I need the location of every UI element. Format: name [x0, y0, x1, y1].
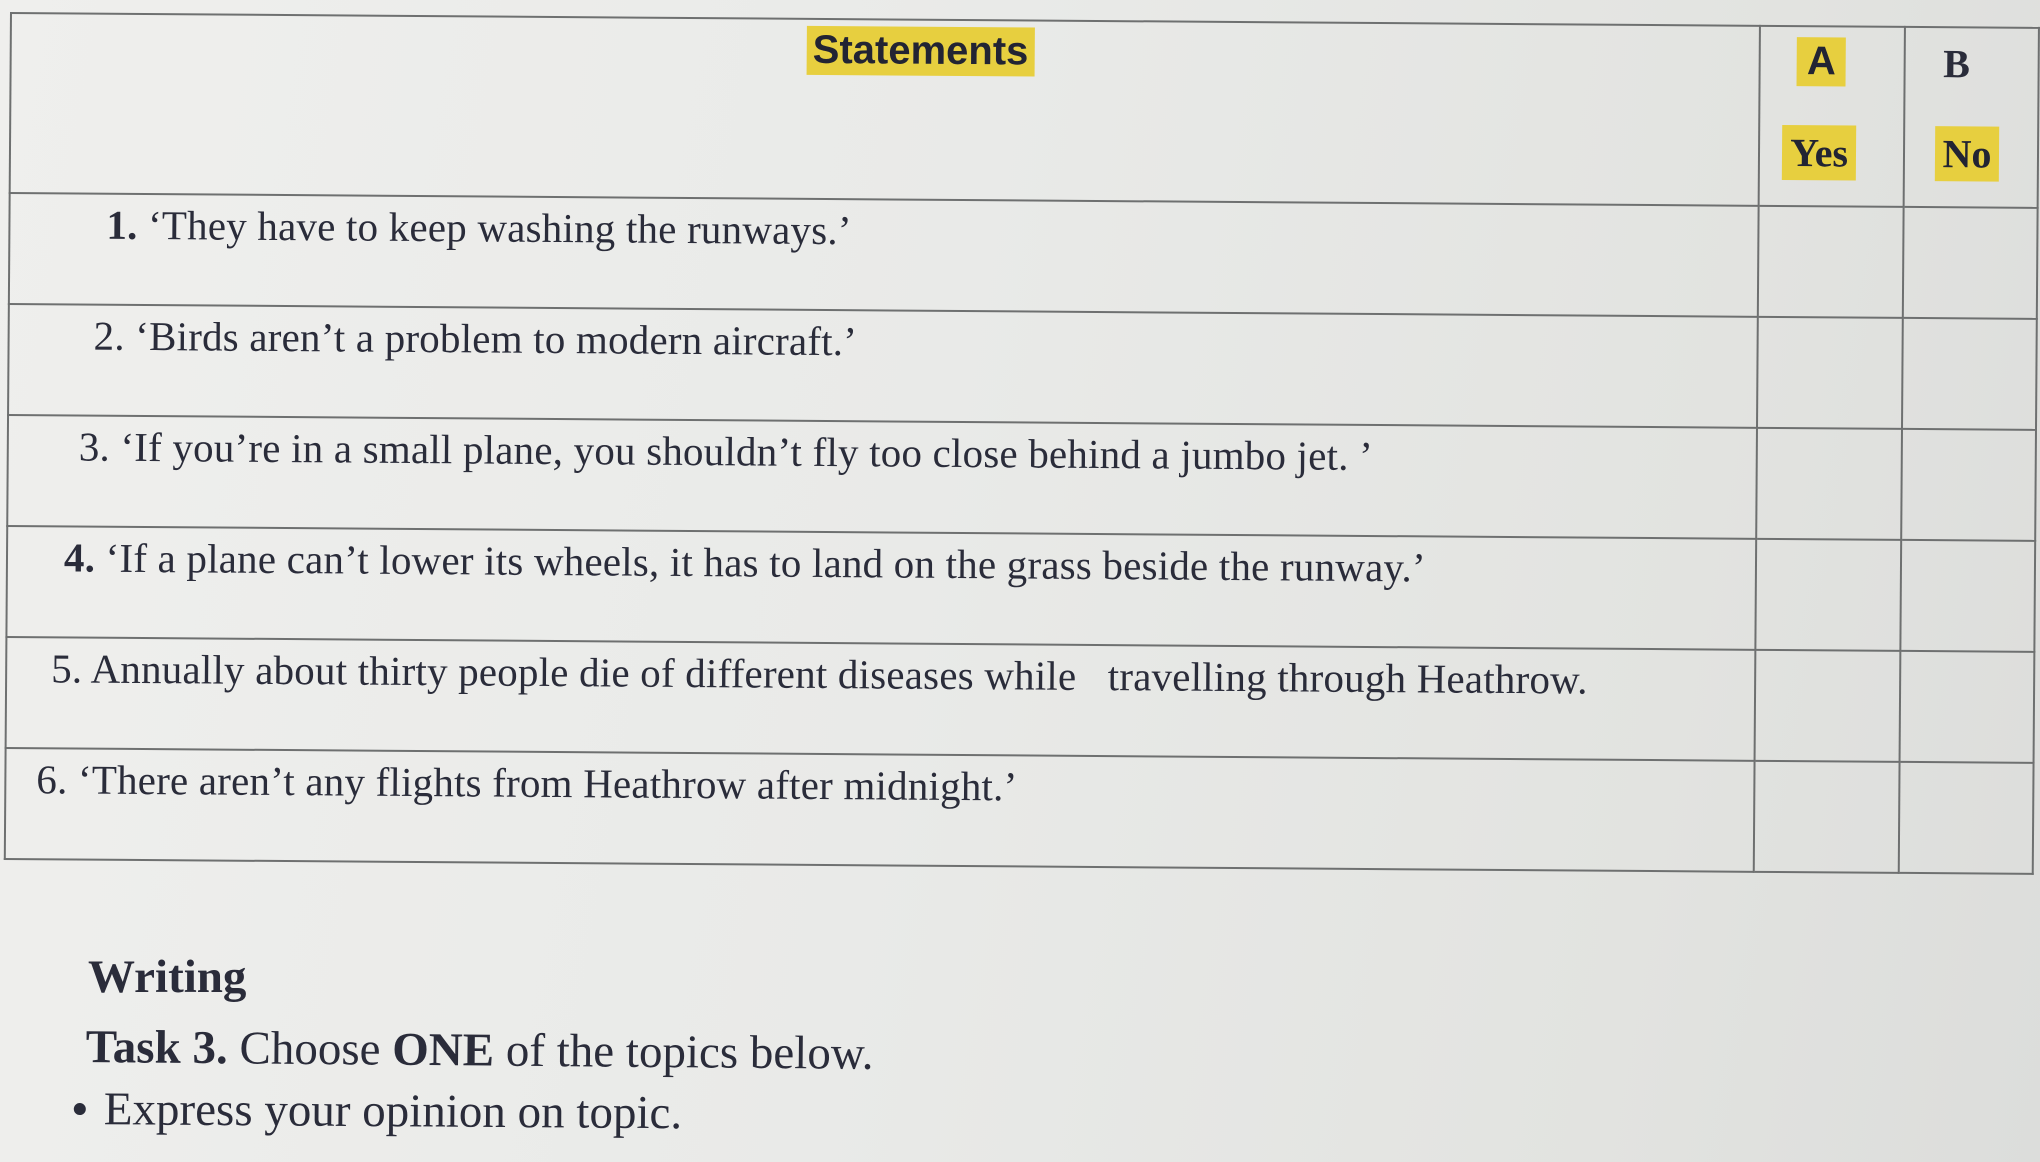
task-text-before: Choose — [239, 1022, 381, 1076]
yes-answer-cell[interactable] — [1755, 650, 1900, 762]
yes-answer-cell[interactable] — [1756, 428, 1901, 540]
statement-text: Annually about thirty people die of different diseases while travelling through Heathrow. — [90, 645, 1588, 703]
statement-number: 4. — [63, 534, 96, 581]
statement-number: 6. — [36, 756, 68, 803]
yes-answer-cell[interactable] — [1754, 761, 1899, 873]
statements-header: Statements — [807, 26, 1035, 77]
statement-row-6 — [5, 748, 2034, 874]
column-a-yes-label: Yes — [1782, 125, 1856, 181]
statement-row-4 — [6, 526, 2035, 652]
column-b-letter: B — [1943, 41, 1971, 87]
statement-cell — [7, 415, 1757, 539]
statement-text: ‘Birds aren’t a problem to modern aircraft.’ — [135, 312, 858, 365]
table-header-row — [10, 13, 2039, 208]
statements-header-cell — [10, 13, 1761, 206]
statement-number: 2. — [93, 312, 125, 359]
statement-row-1 — [9, 193, 2038, 319]
no-answer-cell[interactable] — [1900, 540, 2035, 652]
column-b-no-label: No — [1934, 126, 1999, 181]
statements-table — [4, 12, 2040, 875]
writing-heading: Writing — [88, 951, 247, 1003]
statement-row-2 — [8, 304, 2037, 430]
no-answer-cell[interactable] — [1902, 318, 2037, 430]
task-label: Task 3. — [85, 1020, 228, 1075]
column-a-header-cell — [1759, 26, 1905, 207]
statement-text: ‘If you’re in a small plane, you shouldn’t fly too close behind a jumbo jet. ’ — [120, 423, 1374, 480]
no-answer-cell[interactable] — [1898, 762, 2033, 874]
statement-text: ‘If a plane can’t lower its wheels, it has to land on the grass beside the runway.’ — [105, 534, 1426, 591]
statement-cell — [6, 637, 1756, 761]
topic-bullet-item — [74, 1082, 683, 1140]
yes-answer-cell[interactable] — [1756, 539, 1901, 651]
statement-number: 3. — [78, 423, 111, 470]
statement-cell — [5, 748, 1755, 872]
column-a-letter: A — [1797, 37, 1846, 86]
statement-cell — [9, 193, 1759, 317]
statement-text: ‘There aren’t any flights from Heathrow after midnight.’ — [77, 756, 1018, 810]
statement-cell — [8, 304, 1758, 428]
statement-text: ‘They have to keep washing the runways.’ — [147, 202, 852, 254]
statement-number: 5. — [51, 645, 83, 692]
task-emphasis: ONE — [391, 1023, 495, 1077]
bullet-icon — [74, 1103, 86, 1115]
statement-row-3 — [7, 415, 2036, 541]
statement-cell — [6, 526, 1756, 650]
column-b-header-cell — [1903, 27, 2039, 208]
yes-answer-cell[interactable] — [1757, 317, 1902, 429]
task-text-after: of the topics below. — [505, 1024, 874, 1080]
no-answer-cell[interactable] — [1899, 651, 2034, 763]
no-answer-cell[interactable] — [1902, 207, 2037, 319]
bullet-text: Express your opinion on topic. — [103, 1083, 683, 1140]
yes-answer-cell[interactable] — [1758, 206, 1903, 318]
statement-number: 1. — [106, 201, 138, 248]
no-answer-cell[interactable] — [1901, 429, 2036, 541]
statement-row-5 — [6, 637, 2035, 763]
task-instruction — [86, 1020, 874, 1081]
